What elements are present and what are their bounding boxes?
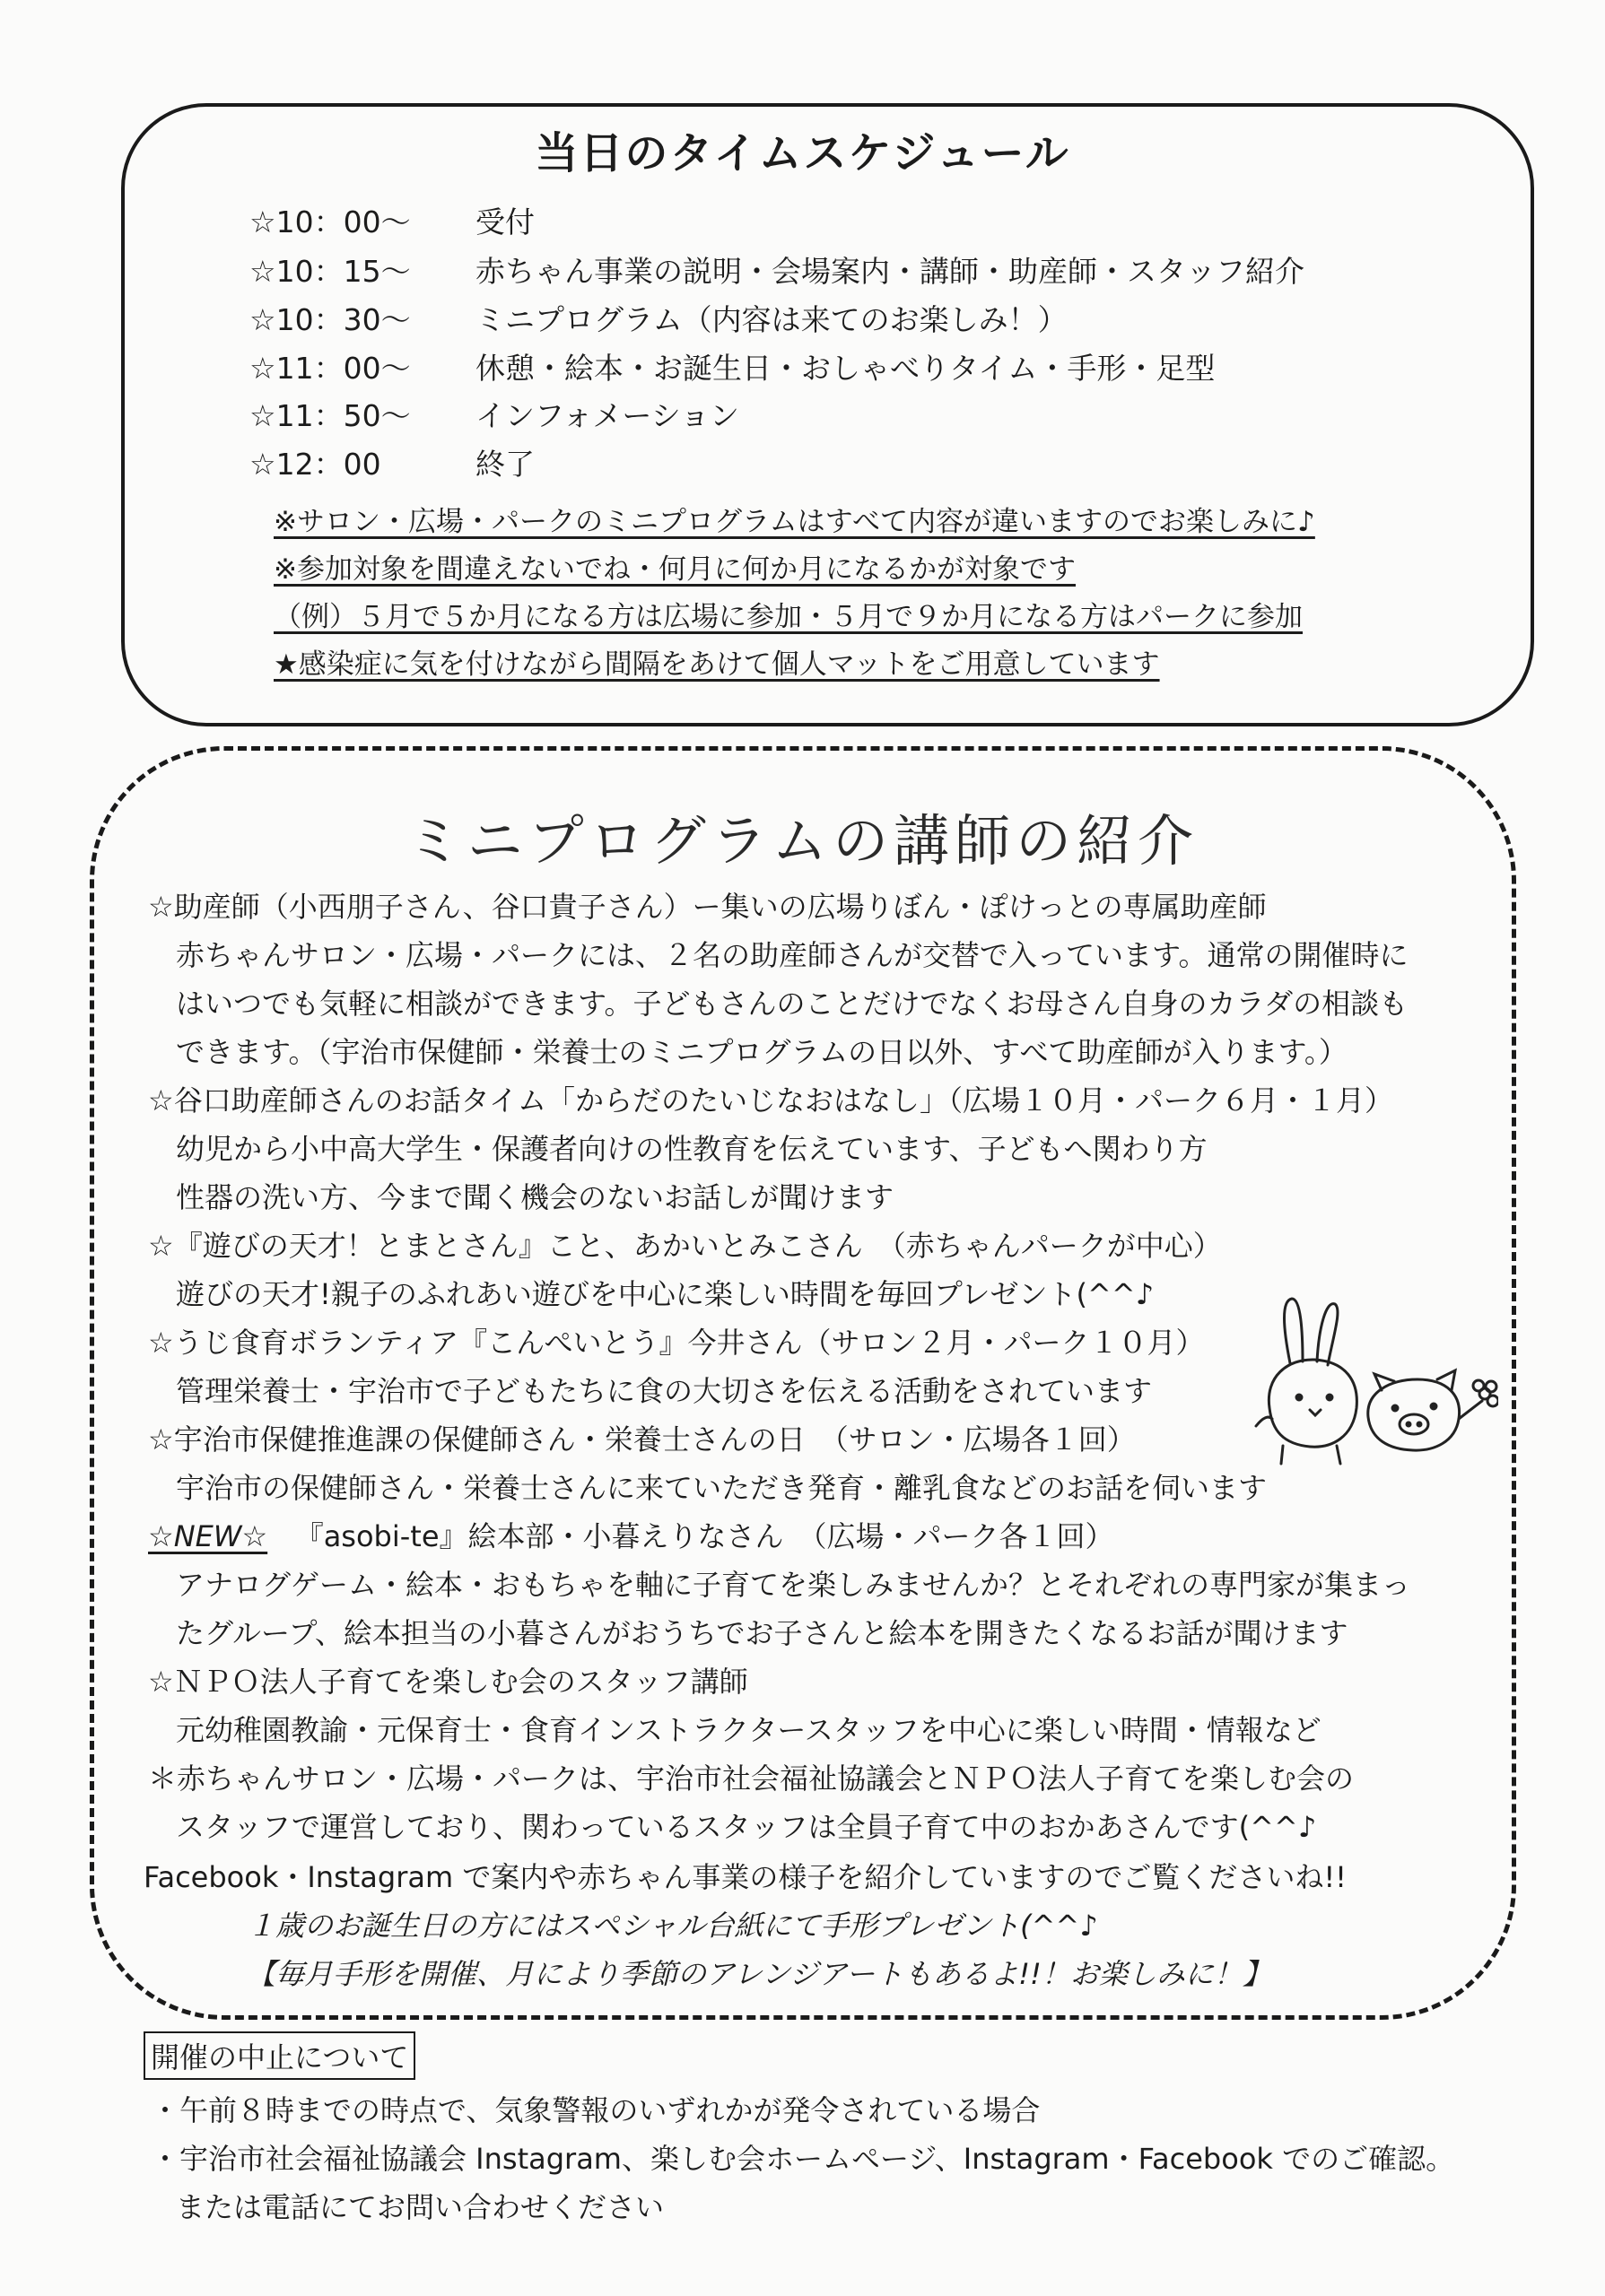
- program-heading: ☆谷口助産師さんのお話タイム「からだのたいじなおはなし」（広場１０月・パーク６月・１月）: [148, 1083, 1394, 1118]
- schedule-desc: 休憩・絵本・お誕生日・おしゃべりタイム・手形・足型: [475, 351, 1216, 386]
- cancel-text: または電話にてお問い合わせください: [176, 2190, 665, 2224]
- schedule-note: ★感染症に気を付けながら間隔をあけて個人マットをご用意しています: [274, 648, 1160, 681]
- program-text: アナログゲーム・絵本・おもちゃを軸に子育てを楽しみませんか？とそれぞれの専門家が集まっ: [176, 1568, 1411, 1602]
- sns-note: Facebook・Instagram で案内や赤ちゃん事業の様子を紹介していますのでご覧くださいね!!: [144, 1860, 1347, 1894]
- schedule-time: ☆10：00～: [249, 204, 411, 239]
- program-heading: ☆宇治市保健推進課の保健師さん・栄養士さんの日 （サロン・広場各１回）: [148, 1422, 1136, 1457]
- program-text: はいつでも気軽に相談ができます。子どもさんのことだけでなくお母さん自身のカラダの相談も: [176, 987, 1409, 1021]
- program-heading-text: 『asobi‐te』絵本部・小暮えりなさん （広場・パーク各１回）: [294, 1519, 1114, 1553]
- handprint-note: 【毎月手形を開催、月により季節のアレンジアートもあるよ!!！お楽しみに！】: [247, 1957, 1271, 1991]
- schedule-desc: 受付: [475, 204, 535, 239]
- schedule-row: [249, 199, 535, 241]
- program-text: 元幼稚園教諭・元保育士・食育インストラクタースタッフを中心に楽しい時間・情報など: [176, 1713, 1322, 1747]
- program-text: 遊びの天才!親子のふれあい遊びを中心に楽しい時間を毎回プレゼント(^^♪: [176, 1277, 1155, 1311]
- schedule-time: ☆11：00～: [249, 351, 411, 386]
- program-note: ＊赤ちゃんサロン・広場・パークは、宇治市社会福祉協議会とＮＰＯ法人子育てを楽しむ会の: [148, 1761, 1355, 1796]
- program-text: 管理栄養士・宇治市で子どもたちに食の大切さを伝える活動をされています: [176, 1374, 1153, 1408]
- schedule-time: ☆10：15～: [249, 254, 411, 289]
- schedule-time: ☆12：00: [249, 447, 381, 482]
- program-text: 性器の洗い方、今まで聞く機会のないお話しが聞けます: [176, 1180, 894, 1214]
- program-title: ミニプログラムの講師の紹介: [406, 808, 1199, 874]
- schedule-row: [249, 441, 535, 483]
- schedule-title: 当日のタイムスケジュール: [535, 128, 1070, 178]
- schedule-row: [249, 393, 739, 435]
- cancel-text: ・午前８時までの時点で、気象警報のいずれかが発令されている場合: [151, 2093, 1041, 2127]
- new-badge: ☆NEW☆: [148, 1519, 268, 1553]
- program-text: 赤ちゃんサロン・広場・パークには、２名の助産師さんが交替で入っています。通常の開催時に: [176, 938, 1409, 972]
- program-text: 宇治市の保健師さん・栄養士さんに来ていただき発育・離乳食などのお話を伺います: [176, 1471, 1268, 1505]
- schedule-row: [249, 297, 1068, 339]
- birthday-note: １歳のお誕生日の方にはスペシャル台紙にて手形プレゼント(^^♪: [247, 1909, 1098, 1943]
- schedule-desc: インフォメーション: [475, 398, 740, 433]
- program-heading-new: [148, 1514, 1114, 1555]
- schedule-time: ☆11：50～: [249, 398, 411, 433]
- schedule-desc: ミニプログラム（内容は来てのお楽しみ！）: [475, 302, 1068, 337]
- schedule-note: （例）５月で５か月になる方は広場に参加・５月で９か月になる方はパークに参加: [274, 601, 1303, 633]
- program-text: できます。（宇治市保健師・栄養士のミニプログラムの日以外、すべて助産師が入ります。）: [176, 1035, 1348, 1069]
- program-text: 幼児から小中高大学生・保護者向けの性教育を伝えています、子どもへ関わり方: [176, 1132, 1208, 1166]
- schedule-time: ☆10：30～: [249, 302, 411, 337]
- program-heading: ☆助産師（小西朋子さん、谷口貴子さん）ー集いの広場りぼん・ぽけっとの専属助産師: [148, 890, 1267, 924]
- schedule-desc: 終了: [475, 447, 535, 482]
- program-heading: ☆うじ食育ボランティア『こんぺいとう』今井さん（サロン２月・パーク１０月）: [148, 1326, 1205, 1360]
- cancel-label: 開催の中止について: [144, 2031, 415, 2080]
- program-heading: ☆『遊びの天才！とまとさん』こと、あかいとみこさん （赤ちゃんパークが中心）: [148, 1229, 1222, 1263]
- schedule-note: ※サロン・広場・パークのミニプログラムはすべて内容が違いますのでお楽しみに♪: [274, 506, 1315, 538]
- schedule-desc: 赤ちゃん事業の説明・会場案内・講師・助産師・スタッフ紹介: [475, 254, 1304, 289]
- program-text: たグループ、絵本担当の小暮さんがおうちでお子さんと絵本を開きたくなるお話が聞けます: [176, 1616, 1348, 1650]
- cancel-text: ・宇治市社会福祉協議会 Instagram、楽しむ会ホームページ、Instagram・Facebook でのご確認。: [151, 2142, 1455, 2176]
- program-heading: ☆ＮＰＯ法人子育てを楽しむ会のスタッフ講師: [148, 1665, 748, 1699]
- schedule-row: [249, 345, 1215, 387]
- schedule-note: ※参加対象を間違えないでね・何月に何か月になるかが対象です: [274, 553, 1076, 586]
- rabbit-pig-illustration-icon: [1247, 1292, 1498, 1471]
- schedule-row: [249, 248, 1304, 291]
- program-note: スタッフで運営しており、関わっているスタッフは全員子育て中のおかあさんです(^^♪: [176, 1810, 1317, 1844]
